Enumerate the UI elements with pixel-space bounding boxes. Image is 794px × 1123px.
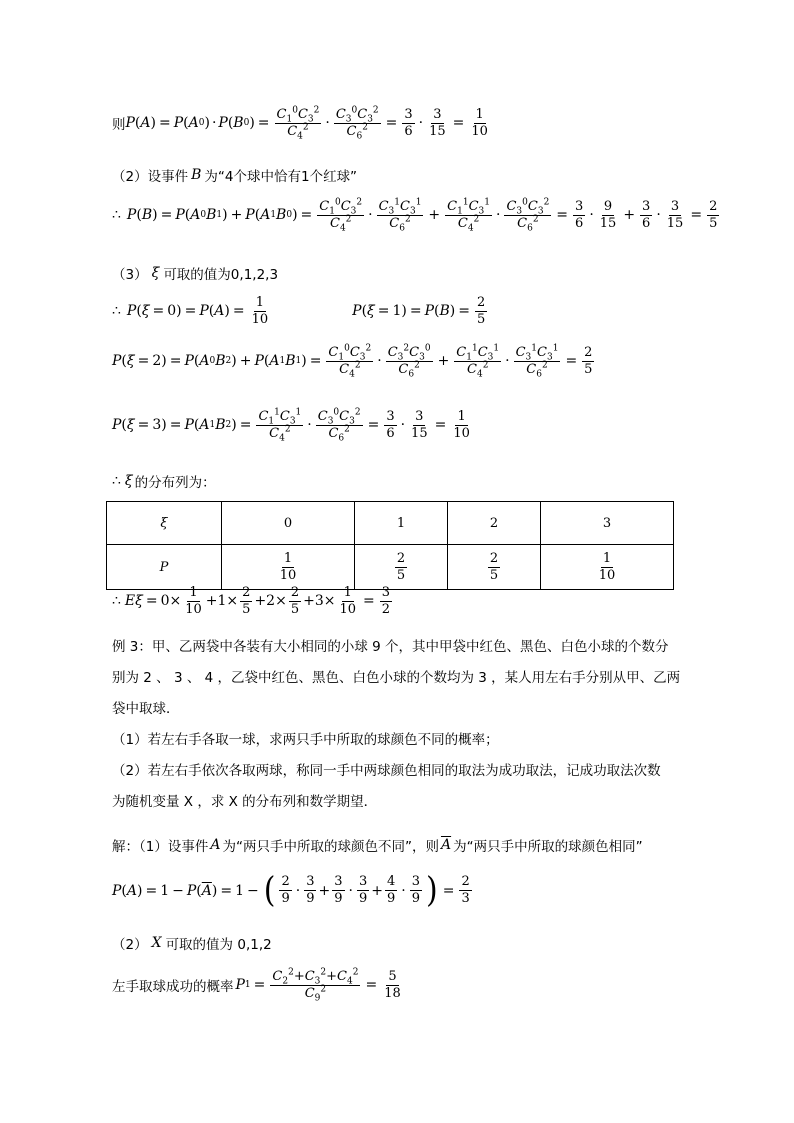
equation-expectation: ∴ Eξ = 0× $\frac{1}{10}$ +1× $\frac{2}{5}$ +2× $\frac{2}{5}$ +3× $\frac{1}{10}$ = $\frac{3}{2}$ [112, 585, 391, 617]
equation-pb: ∴ P ( B ) = P ( A 0 B 1 ) + P ( A 1 B 0 ) = $\frac{C_1^0C_3^2}{C_4^2}$ · $\frac{C_3^1C_3^1}{C_6^2}$ + $\frac{C_1^1C_3^1}{C_4^2}$ · $\frac{C_3^0C_3^2}{C_6^2}$ = $\frac{3}{6}$ · $\frac{9}{15}$ + $\frac{3}{6}$ · $\frac{3}{15}$ = $\frac{2}{5}$ [112, 197, 718, 234]
question-2-text: （2）设事件 B 为“4个球中恰有1个红球” [112, 167, 358, 185]
table-cell: ξ [107, 502, 222, 545]
example-3-question-2-line-1: （2）若左右手依次各取两球，称同一手中两球颜色相同的取法为成功取法，记成功取法次数 [112, 763, 661, 779]
equation-left-hand: 左手取球成功的概率 P 1 = $\frac{C_2^2+C_3^2+C_4^2}{C_9^2}$ = $\frac{5}{18}$ [112, 967, 401, 1004]
example-3-line-3: 袋中取球． [112, 701, 180, 717]
equation-p-xi-2: P ( ξ = 2) = P ( A 0 B 2 ) + P ( A 1 B 1 ) = $\frac{C_1^0C_3^2}{C_4^2}$ · $\frac{C_3^2C_3^0}{C_6^2}$ + $\frac{C_1^1C_3^1}{C_4^2}$ · $\frac{C_3^1C_3^1}{C_6^2}$ = $\frac{2}{5}$ [112, 343, 593, 380]
table-cell: $\frac{2}{5}$ [354, 545, 447, 590]
example-3-question-2-line-2: 为随机变量 X ，求 X 的分布列和数学期望． [112, 794, 378, 810]
distribution-intro: ∴ ξ 的分布列为： [112, 473, 216, 491]
question-3-text: （3） ξ 可取的值为0,1,2,3 [112, 265, 279, 283]
table-cell: 1 [354, 502, 447, 545]
equation-p-xi-3: P ( ξ = 3) = P ( A 1 B 2 ) = $\frac{C_1^1C_3^1}{C_4^2}$ · $\frac{C_3^0C_3^2}{C_6^2}$ = $\frac{3}{6}$ · $\frac{3}{15}$ = $\frac{1}{10}$ [112, 407, 470, 444]
solution-2-text: （2） X 可取的值为 0,1,2 [112, 935, 272, 953]
table-cell: 3 [541, 502, 674, 545]
table-row [107, 545, 674, 590]
table-cell: $\frac{1}{10}$ [541, 545, 674, 590]
table-cell: P [107, 545, 222, 590]
table-cell: 0 [222, 502, 355, 545]
equation-complement: P ( A ) = 1 − P ( $\overline{A}$ ) = 1 − ( $\frac{2}{9}$ · $\frac{3}{9}$ + $\frac{3}{9}$ · $\frac{3}{9}$ + $\frac{4}{9}$ · $\frac{3}{9}$ ) = $\frac{2}{3}$ [112, 870, 470, 911]
example-3-line-2: 别为 2 、 3 、 4 ，乙袋中红色、黑色、白色小球的个数均为 3 ，某人用左右手分别从甲、乙两 [112, 670, 681, 686]
distribution-table [106, 501, 674, 590]
table-cell: $\frac{2}{5}$ [447, 545, 540, 590]
table-cell: 2 [447, 502, 540, 545]
equation-p-xi-0-1: ∴ P ( ξ = 0) = P ( A ) = $\frac{1}{10}$ P ( ξ = 1) = P ( B ) = $\frac{2}{5}$ [112, 295, 486, 327]
equation-pa: 则 P ( A ) = P ( A 0 ) · P ( B 0 ) = $\frac{C_1^0C_3^2}{C_4^2}$ · $\frac{C_3^0C_3^2}{C_6^2}$ = $\frac{3}{6}$ · $\frac{3}{15}$ = $\frac{1}{10}$ [112, 105, 488, 142]
solution-line-1: 解：（1）设事件 A 为“两只手中所取的球颜色不同”，则 $\overline{A}$ 为“两只手中所取的球颜色相同” [112, 837, 643, 855]
example-3-line-1: 例 3：甲、乙两袋中各装有大小相同的小球 9 个，其中甲袋中红色、黑色、白色小球的个数分 [112, 639, 669, 655]
table-cell: $\frac{1}{10}$ [222, 545, 355, 590]
table-row [107, 502, 674, 545]
example-3-question-1: （1）若左右手各取一球，求两只手中所取的球颜色不同的概率； [112, 732, 499, 748]
